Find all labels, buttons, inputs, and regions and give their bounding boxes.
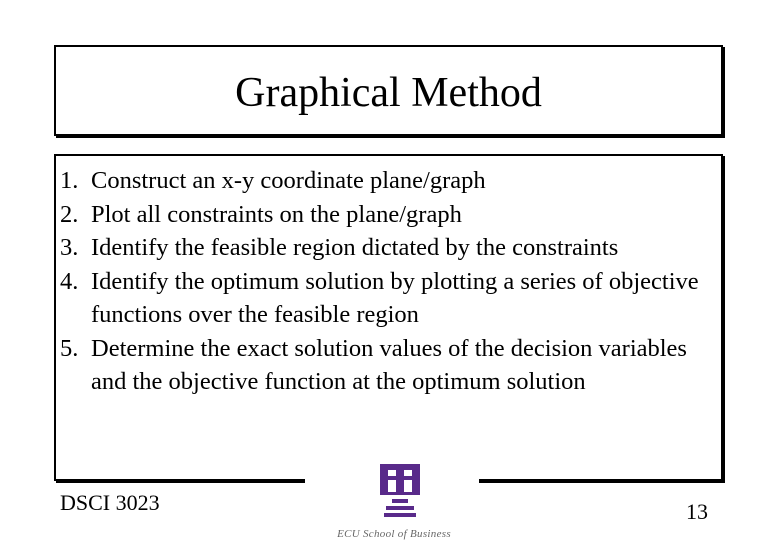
- course-code: DSCI 3023: [60, 490, 170, 516]
- step-text: Determine the exact solution values of the decision variables and the objective function at the optimum solution: [91, 334, 687, 395]
- logo-caption: ECU School of Business: [337, 528, 451, 540]
- list-item: [60, 265, 720, 332]
- list-item: [60, 231, 720, 265]
- list-item: [60, 164, 720, 198]
- step-number: 4.: [60, 267, 79, 295]
- step-number: 2.: [60, 200, 79, 228]
- slide-title: Graphical Method: [235, 69, 542, 116]
- step-text: Identify the feasible region dictated by the constraints: [91, 234, 619, 261]
- ecu-logo: [305, 458, 479, 540]
- step-number: 5.: [60, 334, 79, 362]
- step-number: 3.: [60, 234, 79, 261]
- list-item: [60, 332, 720, 399]
- ecu-logo-icon: [378, 464, 422, 524]
- title-box: [54, 45, 723, 136]
- step-text: Construct an x-y coordinate plane/graph: [91, 167, 486, 194]
- steps-list: [60, 164, 720, 399]
- step-text: Plot all constraints on the plane/graph: [91, 200, 462, 228]
- step-text: Identify the optimum solution by plotting a series of objective functions over the feasible region: [91, 267, 699, 328]
- page-number: 13: [676, 499, 708, 525]
- step-number: 1.: [60, 167, 79, 194]
- list-item: [60, 198, 720, 232]
